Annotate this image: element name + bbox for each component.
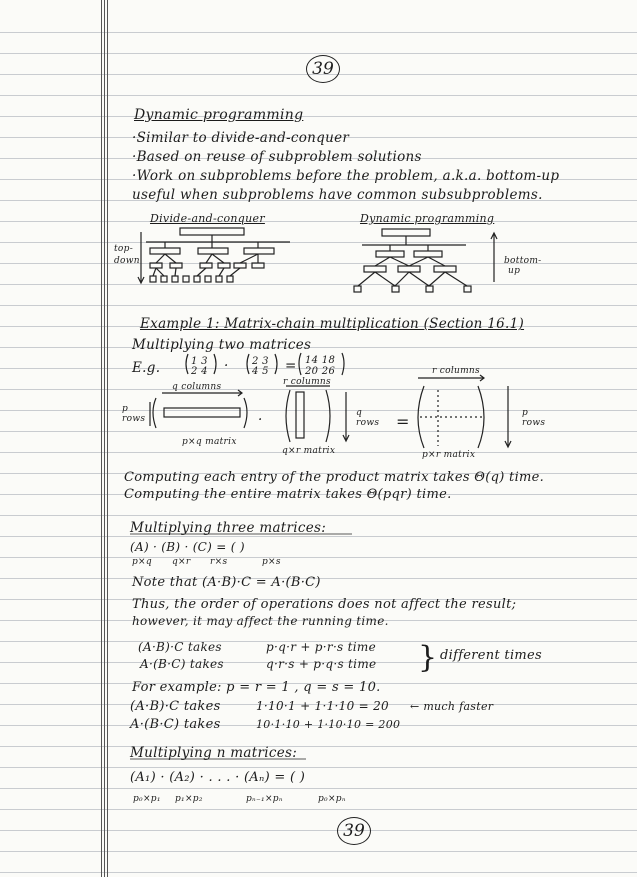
order1-left: (A·B)·C takes [138, 640, 222, 654]
bottom-up-label-1: bottom- [504, 256, 542, 266]
dp-root-box [382, 229, 430, 236]
qxr-label: q×r matrix [282, 446, 336, 456]
much-faster: ← much faster [410, 700, 494, 713]
ex2-expr: 10·1·10 + 1·10·10 = 200 [256, 718, 401, 731]
equals-op: = [285, 358, 297, 374]
ex2-left: A·(B·C) takes [130, 717, 221, 732]
page-number: 39 [306, 55, 340, 83]
order2-left: A·(B·C) takes [140, 657, 224, 671]
three-heading: Multiplying three matrices: [130, 520, 327, 536]
dc-level1-box-3 [244, 248, 274, 254]
dc-root-box [180, 228, 244, 235]
rows-left-label: rows [122, 414, 146, 424]
dynamic-programming-label: Dynamic programming [360, 212, 495, 225]
n-dim-1: p₀×p₁ [133, 794, 161, 804]
compute-line-2: Computing the entire matrix takes Θ(pqr) time. [124, 487, 452, 502]
pxq-label: p×q matrix [182, 437, 237, 447]
rows-right-label: rows [522, 418, 546, 428]
top-down-label-2: down [114, 256, 140, 266]
dim-result: p×s [262, 557, 281, 567]
bullet-4: useful when subproblems have common subsubproblems. [132, 187, 543, 203]
for-example: For example: p = r = 1 , q = s = 10. [132, 680, 381, 695]
n-heading: Multiplying n matrices: [130, 745, 298, 761]
n-dim-result: p₀×pₙ [318, 794, 346, 804]
brace: } [418, 640, 438, 675]
dim-a: p×q [132, 557, 152, 567]
compute-line-1: Computing each entry of the product matrix takes Θ(q) time. [124, 470, 545, 485]
p-right-label: p [522, 408, 529, 418]
pxr-label: p×r matrix [422, 450, 476, 460]
q-columns-label: q columns [172, 382, 222, 392]
dc-level1-box-2 [198, 248, 228, 254]
matrix-b-row2: 4 5 [252, 366, 269, 377]
dot-op: · [224, 358, 229, 374]
thus-line-2: however, it may affect the running time. [132, 614, 389, 628]
result-row2: 20 26 [305, 366, 336, 377]
result-row1: 14 18 [305, 355, 336, 366]
dim-c: r×s [210, 557, 228, 567]
section-title: Dynamic programming [134, 107, 304, 123]
matrix-a-row1: 1 3 [191, 356, 208, 367]
eg-label: E.g. [132, 360, 161, 376]
r-columns-small-label: r columns [283, 377, 331, 387]
matrix-a-row2: 2 4 [191, 366, 208, 377]
different-times: different times [440, 648, 543, 663]
order2-expr: q·r·s + p·q·s time [266, 657, 377, 671]
bullet-3: ·Work on subproblems before the problem, a.k.a. bottom-up [132, 168, 560, 184]
example-heading: Example 1: Matrix-chain multiplication (Section 16.1) [140, 316, 525, 332]
thus-line-1: Thus, the order of operations does not affect the result; [132, 597, 517, 612]
r-columns-label: r columns [432, 366, 480, 376]
n-dim-3: pₙ₋₁×pₙ [246, 794, 283, 804]
rows-mid-label: rows [356, 418, 380, 428]
n-dim-2: p₁×p₂ [175, 794, 203, 804]
example-sub: Multiplying two matrices [132, 337, 312, 353]
note-line: Note that (A·B)·C = A·(B·C) [132, 575, 321, 590]
n-expr: (A₁) · (A₂) · . . . · (Aₙ) = ( ) [130, 770, 306, 785]
dim-b: q×r [172, 557, 191, 567]
three-expr: (A) · (B) · (C) = ( ) [130, 540, 245, 554]
top-down-label-1: top- [114, 244, 134, 254]
dot-op-2: · [258, 412, 263, 428]
row-strip [164, 408, 240, 417]
order1-expr: p·q·r + p·r·s time [266, 640, 376, 654]
ex1-expr: 1·10·1 + 1·1·10 = 20 [256, 699, 389, 713]
page-number-bottom: 39 [337, 817, 371, 845]
column-strip [296, 392, 304, 438]
matrix-b-row1: 2 3 [252, 356, 269, 367]
divide-conquer-label: Divide-and-conquer [150, 212, 265, 225]
q-rows-label: q [356, 408, 363, 418]
p-letter: p [122, 404, 129, 414]
equals-op-2: = [396, 412, 410, 431]
ex1-left: (A·B)·C takes [130, 699, 221, 714]
dc-level1-box-1 [150, 248, 180, 254]
bullet-2: ·Based on reuse of subproblem solutions [132, 149, 422, 165]
bottom-up-label-2: up [508, 266, 521, 276]
bullet-1: ·Similar to divide-and-conquer [132, 130, 350, 146]
